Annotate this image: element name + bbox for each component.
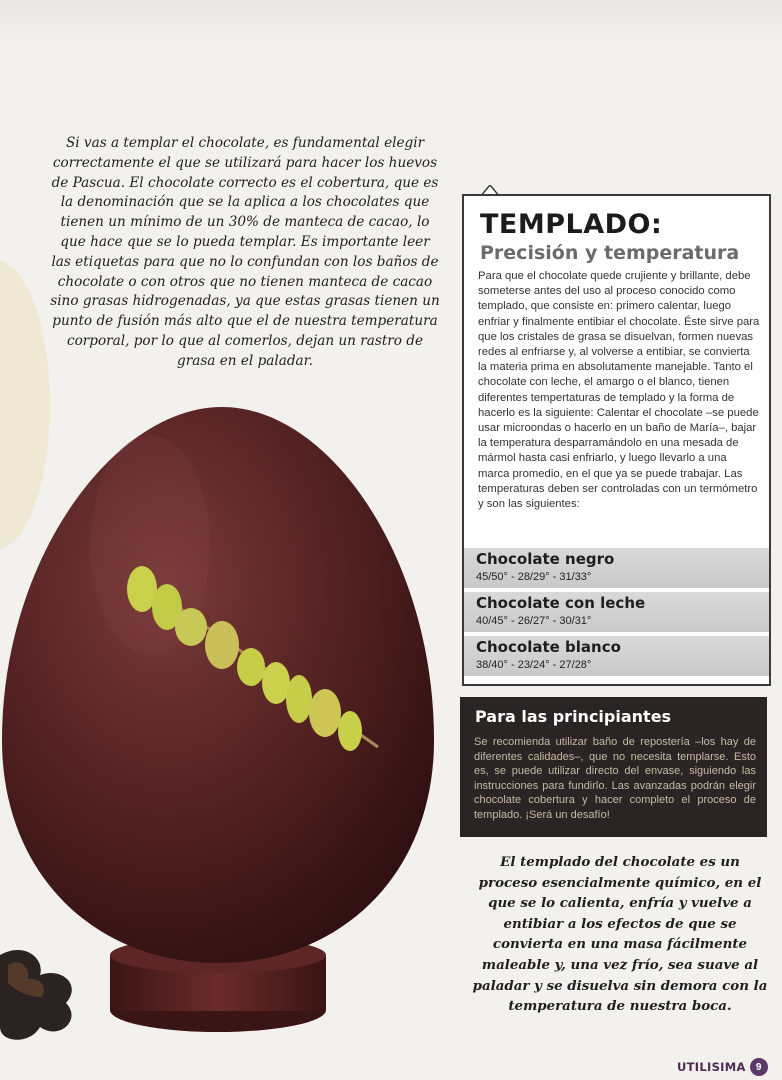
temp-name: Chocolate con leche — [476, 594, 646, 612]
temp-row-blanco — [464, 636, 769, 676]
cross-decoration — [0, 945, 80, 1045]
principiantes-title: Para las principiantes — [475, 707, 672, 726]
intro-paragraph: Si vas a templar el chocolate, es fundamental elegir correctamente el que se utilizará para hacer los huevos de Pascua. El chocolate correcto es el cobertura, que es la denominación que se la aplica a los chocolates que tienen un mínimo de un 30% de manteca de cacao, lo que hace que se lo pueda templar. Es importante leer las etiquetas para que no lo confundan con los baños de chocolate o con otros que no tienen manteca de cacao sino grasas hidrogenadas, ya que estas grasas tienen un punto de fusión más alto que el de nuestra temperatura corporal, por lo que al comerlos, dejan un rastro de grasa en el paladar. — [50, 135, 440, 369]
temp-name: Chocolate negro — [476, 550, 615, 568]
page-footer — [677, 1056, 768, 1078]
templado-box — [462, 194, 771, 686]
chocolate-egg — [2, 407, 434, 963]
outro-paragraph: El templado del chocolate es un proceso esencialmente químico, en el que se lo calienta, enfría y vuelve a entibiar a los efectos de que se convierta en una masa fácilmente maleable y, una vez frío, sea suave al paladar y se disuelva sin demora con la temperatura de nuestra boca. — [472, 854, 768, 1015]
temp-value: 38/40° - 23/24° - 27/28° — [476, 659, 592, 671]
temp-value: 40/45° - 26/27° - 30/31° — [476, 615, 592, 627]
page-number: 9 — [750, 1058, 768, 1076]
temp-name: Chocolate blanco — [476, 638, 621, 656]
temp-row-leche — [464, 592, 769, 632]
temp-value: 45/50° - 28/29° - 31/33° — [476, 571, 592, 583]
brand-name: UTILISIMA — [677, 1060, 746, 1074]
templado-title: TEMPLADO: — [480, 209, 663, 240]
templado-subtitle: Precisión y temperatura — [480, 242, 740, 264]
principiantes-body: Se recomienda utilizar baño de repostería –los hay de diferentes calidades–, que no necesita templarse. Esto es, se puede utilizar directo del envase, siguiendo las instrucciones para fundirlo. Las avanzadas podrán elegir chocolate cobertura y hacer completo el proceso de templado. ¡Será un desafío! — [474, 736, 756, 821]
templado-body: Para que el chocolate quede crujiente y brillante, debe someterse antes del uso al proceso conocido como templado, que consiste en: primero calentar, luego enfriar y finalmente entibiar el chocolate. Éste sirve para que los cristales de grasa se disuelvan, formen nuevas redes al enfriarse y, al volverse a entibiar, se convierta la materia prima en absolutamente manejable. Tanto el chocolate con leche, el amargo o el blanco, tienen diferentes tempertaturas de templado y la forma de hacerlo es la siguiente: Calentar el chocolate –se puede usar microondas o hacerlo en un baño de María–, bajar la temperatura desparramándolo en una mesada de mármol hasta casi enfriarlo, y luego llevarlo a una marca promedio, en el que ya se puede trabajar. Las temperaturas deben ser controladas con un termómetro y son las siguientes: — [478, 270, 760, 511]
principiantes-box — [460, 697, 767, 837]
temp-row-negro — [464, 548, 769, 588]
page-top-band — [0, 0, 782, 58]
